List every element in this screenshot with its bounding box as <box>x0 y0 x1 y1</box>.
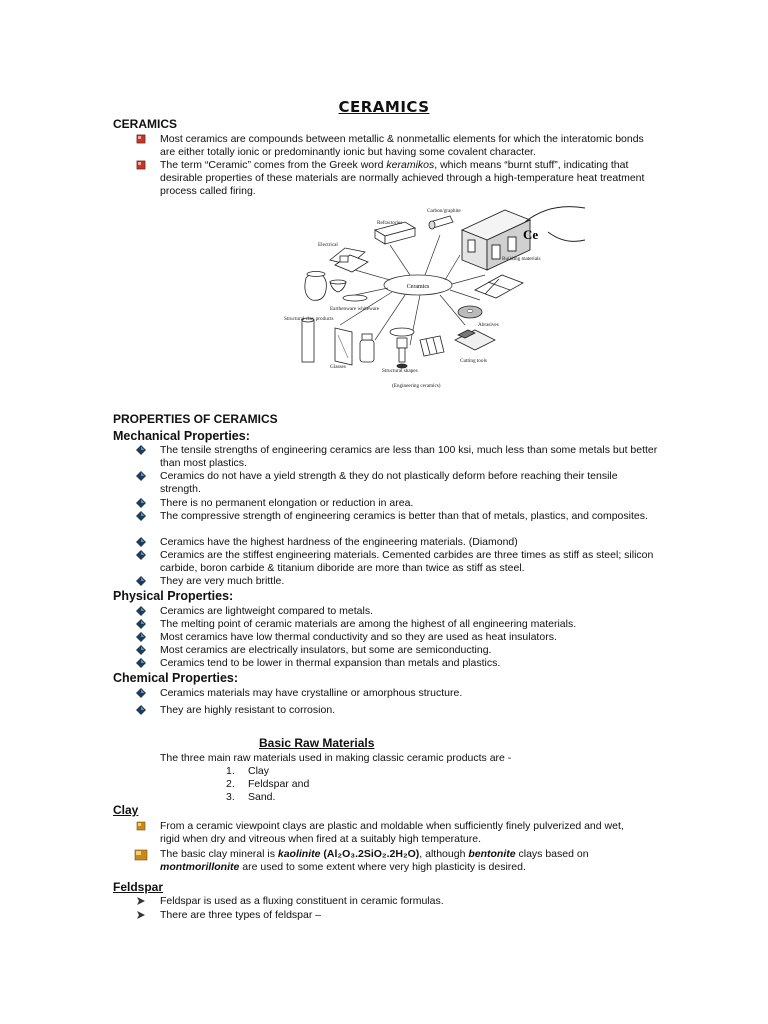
mech-list-item <box>160 444 660 470</box>
diamond-bullet-icon <box>136 632 146 642</box>
feldspar-item-1-text: Feldspar is used as a fluxing constituent in ceramic formulas. <box>160 895 444 907</box>
mech-list-item <box>160 510 660 523</box>
feldspar-item-1 <box>160 895 660 908</box>
raw-list-number: 1. <box>226 765 235 777</box>
raw-list-number: 3. <box>226 791 235 803</box>
diamond-bullet-icon <box>136 471 146 481</box>
mech-list-item <box>160 470 660 496</box>
arrow-bullet-icon <box>136 896 146 906</box>
raw-list-value: Sand. <box>248 791 276 803</box>
raw-list-value: Feldspar and <box>248 778 310 790</box>
ceramics-item-2 <box>160 159 660 198</box>
clay-item-2 <box>160 848 645 874</box>
figure-label-electrical: Electrical <box>318 242 338 248</box>
kaolinite-formula: (Al₂O₃.2SiO₂.2H₂O) <box>323 848 420 860</box>
diamond-bullet-icon <box>136 705 146 715</box>
figure-label-cutting-tools: Cutting tools <box>460 358 487 364</box>
ceramics-item-2-text: The term “Ceramic” comes from the Greek word keramikos, which means “burnt stuff”, indicating that desirable properties of these materials are normally achieved through a high-temperature heat treatment process called firing. <box>160 159 645 197</box>
arrow-bullet-icon <box>136 910 146 920</box>
list-item-text: The tensile strengths of engineering ceramics are less than 100 ksi, much less than some metals but better than most plastics. <box>160 444 658 469</box>
raw-list-value: Clay <box>248 765 270 777</box>
clay-item-2-text-b: , although <box>419 848 469 860</box>
figure-label-carbon: Carbon/graphite <box>427 208 461 214</box>
figure-label-refractories: Refractories <box>377 220 403 226</box>
physical-heading: Physical Properties: <box>113 589 234 603</box>
diamond-bullet-icon <box>136 511 146 521</box>
bentonite-term: bentonite <box>468 848 516 860</box>
list-item-text: The melting point of ceramic materials are among the highest of all engineering materials. <box>160 618 577 630</box>
feldspar-heading: Feldspar <box>113 880 164 894</box>
red-square-bullet-icon <box>136 134 146 144</box>
list-item-text: Ceramics tend to be lower in thermal expansion than metals and plastics. <box>160 657 501 669</box>
chem-list-item <box>160 687 660 700</box>
diamond-bullet-icon <box>136 606 146 616</box>
clay-item-1 <box>160 820 645 846</box>
red-square-bullet-icon <box>136 160 146 170</box>
phys-list-item <box>160 644 660 657</box>
chemical-heading: Chemical Properties: <box>113 671 239 685</box>
feldspar-item-2 <box>160 909 660 922</box>
list-item-text: Ceramics materials may have crystalline or amorphous structure. <box>160 687 463 699</box>
list-item-text: Most ceramics have low thermal conductivity and so they are used as heat insulators. <box>160 631 557 643</box>
raw-list-item-1 <box>226 765 269 777</box>
gold-square-bullet-icon <box>134 849 148 861</box>
phys-list-item <box>160 618 660 631</box>
diamond-bullet-icon <box>136 537 146 547</box>
figure-label-structural-clay: Structural clay products <box>284 316 334 322</box>
diamond-bullet-icon <box>136 688 146 698</box>
figure-callout: Ce <box>523 227 539 242</box>
feldspar-item-2-text: There are three types of feldspar – <box>160 909 322 921</box>
page-title: CERAMICS <box>338 98 430 116</box>
list-item-text: Most ceramics are electrically insulators, but some are semiconducting. <box>160 644 492 656</box>
figure-label-abrasives: Abrasives <box>478 322 499 328</box>
figure-label-engineering: (Engineering ceramics) <box>392 383 441 389</box>
diamond-bullet-icon <box>136 645 146 655</box>
raw-materials-intro: The three main raw materials used in making classic ceramic products are - <box>160 752 512 764</box>
list-item-text: Ceramics are lightweight compared to metals. <box>160 605 374 617</box>
clay-item-2-text-d: are used to some extent where very high plasticity is desired. <box>239 861 526 873</box>
figure-label-structural-shapes: Structural shapes <box>382 368 418 374</box>
mech-list-item <box>160 497 660 510</box>
list-item-text: The compressive strength of engineering ceramics is better than that of metals, plastics, and composites. <box>160 510 648 522</box>
ceramics-item-1 <box>160 133 660 159</box>
diamond-bullet-icon <box>136 658 146 668</box>
raw-list-item-3 <box>226 791 275 803</box>
diamond-bullet-icon <box>136 445 146 455</box>
phys-list-item <box>160 605 660 618</box>
diamond-bullet-icon <box>136 550 146 560</box>
figure-label-earthenware: Earthenware whiteware <box>330 306 380 312</box>
clay-item-1-text: From a ceramic viewpoint clays are plastic and moldable when sufficiently finely pulverized and wet, rigid when dry and vitreous when fired at a suitably high temperature. <box>160 820 624 845</box>
mech-list-item <box>160 575 660 588</box>
kaolinite-term: kaolinite <box>277 848 321 860</box>
list-item-text: There is no permanent elongation or reduction in area. <box>160 497 414 509</box>
diamond-bullet-icon <box>136 619 146 629</box>
ceramics-classification-figure <box>280 200 605 395</box>
list-item-text: Ceramics are the stiffest engineering materials. Cemented carbides are three times as stiff as steel; silicon carbide, boron carbide & titanium diboride are more than twice as stiff as steel. <box>160 549 654 574</box>
properties-heading: PROPERTIES OF CERAMICS <box>113 412 278 426</box>
gold-square-bullet-icon <box>136 821 146 831</box>
diamond-bullet-icon <box>136 498 146 508</box>
raw-list-item-2 <box>226 778 309 790</box>
clay-item-2-text-c: clays based on <box>515 848 589 860</box>
raw-materials-heading: Basic Raw Materials <box>259 736 375 750</box>
phys-list-item <box>160 657 660 670</box>
ceramics-item-1-text: Most ceramics are compounds between metallic & nonmetallic elements for which the interatomic bonds are either totally ionic or predominantly ionic but having some covalent character. <box>160 133 644 158</box>
mech-list-item <box>160 549 660 575</box>
figure-center-label: Ceramics <box>406 284 430 290</box>
figure-label-building: Building materials <box>502 256 541 262</box>
figure-label-glasses: Glasses <box>330 364 346 370</box>
chem-list-item <box>160 704 660 717</box>
mechanical-heading: Mechanical Properties: <box>113 429 250 443</box>
raw-list-number: 2. <box>226 778 235 790</box>
ceramics-heading: CERAMICS <box>113 117 178 131</box>
list-item-text: They are very much brittle. <box>160 575 285 587</box>
clay-heading: Clay <box>113 803 139 817</box>
montmorillonite-term: montmorillonite <box>160 861 240 873</box>
mech-list-item <box>160 536 660 549</box>
list-item-text: Ceramics have the highest hardness of the engineering materials. (Diamond) <box>160 536 518 548</box>
list-item-text: They are highly resistant to corrosion. <box>160 704 336 716</box>
phys-list-item <box>160 631 660 644</box>
clay-item-2-text-a: The basic clay mineral is <box>160 848 278 860</box>
list-item-text: Ceramics do not have a yield strength & they do not plastically deform before reaching their tensile strength. <box>160 470 618 495</box>
diamond-bullet-icon <box>136 576 146 586</box>
